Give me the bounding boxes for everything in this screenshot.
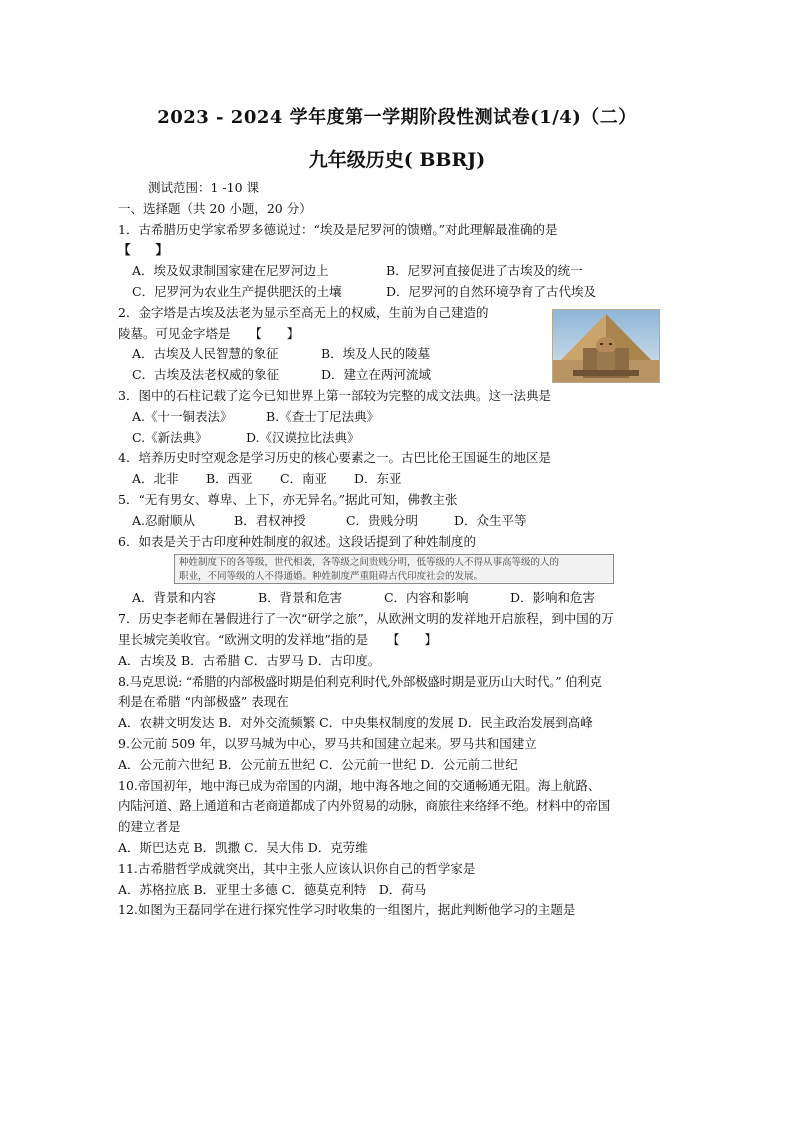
- option-c: C．古埃及法老权威的象征: [132, 367, 280, 383]
- exam-title: 2023 - 2024 学年度第一学期阶段性测试卷(1/4)（二）: [157, 107, 637, 128]
- option-line: A．古埃及 B．古希腊 C．古罗马 D．古印度。: [118, 652, 381, 668]
- option-row: [118, 365, 678, 386]
- option-b: B．埃及人民的陵墓: [320, 346, 431, 362]
- option-c: C．南亚: [279, 471, 328, 487]
- option-b: B．君权神授: [233, 512, 306, 528]
- option-row: [118, 511, 678, 532]
- option-row: [118, 428, 678, 449]
- option-b: B．西亚: [205, 471, 253, 487]
- question-stem: 内陆河道、路上通道和古老商道都成了内外贸易的动脉，商旅往来络绎不绝。材料中的帝国: [118, 798, 611, 814]
- option-b: B.《查士丁尼法典》: [265, 408, 380, 424]
- question-stem: 3．图中的石柱记载了迄今已知世界上第一部较为完整的成文法典。这一法典是: [118, 387, 551, 403]
- question-stem: 陵墓。可见金字塔是 【 】: [118, 325, 300, 341]
- option-a: A．背景和内容: [132, 590, 217, 606]
- option-row: [118, 407, 678, 428]
- question-stem: 9.公元前 509 年，以罗马城为中心，罗马共和国建立起来。罗马共和国建立: [118, 735, 537, 751]
- caste-system-quote: [174, 554, 614, 584]
- option-d: D．影响和危害: [509, 590, 595, 606]
- option-d: D．东亚: [353, 471, 402, 487]
- option-row: [118, 282, 678, 303]
- option-c: C．尼罗河为农业生产提供肥沃的土壤: [132, 283, 342, 299]
- option-line: A．公元前六世纪 B．公元前五世纪 C．公元前一世纪 D．公元前二世纪: [118, 756, 518, 772]
- option-c: C．内容和影响: [383, 590, 469, 606]
- option-a: A．北非: [132, 471, 179, 487]
- option-line: A．斯巴达克 B．凯撒 C．吴大伟 D．克劳维: [118, 839, 368, 855]
- option-a: A．埃及奴隶制国家建在尼罗河边上: [132, 263, 329, 279]
- option-row: [118, 588, 678, 609]
- option-d: D.《汉谟拉比法典》: [245, 429, 360, 445]
- quote-line: 职业，不同等级的人不得通婚。种姓制度严重阻碍古代印度社会的发展。: [179, 571, 484, 583]
- exam-content: [118, 178, 678, 921]
- question-stem: 1．古希腊历史学家希罗多德说过：“埃及是尼罗河的馈赠。”对此理解最准确的是: [118, 221, 558, 237]
- question-stem: 6．如表是关于古印度种姓制度的叙述。这段话提到了种姓制度的: [118, 533, 476, 549]
- option-row: [118, 344, 678, 365]
- question-stem: 10.帝国初年，地中海已成为帝国的内湖，地中海各地之间的交通畅通无阻。海上航路、: [118, 777, 601, 793]
- question-stem: 4．培养历史时空观念是学习历史的核心要素之一。古巴比伦王国诞生的地区是: [118, 450, 551, 466]
- section-heading: 一、选择题（共 20 小题，20 分）: [118, 200, 312, 216]
- question-stem: 的建立者是: [118, 819, 181, 835]
- exam-subtitle: 九年级历史( BBRJ): [308, 149, 486, 171]
- quote-line: 种姓制度下的各等级，世代相袭，各等级之间贵贱分明，低等级的人不得从事高等级的人的: [179, 557, 560, 569]
- question-stem: 11.古希腊哲学成就突出，其中主张人应该认识你自己的哲学家是: [118, 860, 476, 876]
- option-row: [118, 261, 678, 282]
- option-b: B．尼罗河直接促进了古埃及的统一: [385, 263, 583, 279]
- option-b: B．背景和危害: [257, 590, 343, 606]
- option-d: D．尼罗河的自然环境孕育了古代埃及: [385, 283, 597, 299]
- option-a: A．古埃及人民智慧的象征: [132, 346, 279, 362]
- question-stem: 12.如图为王磊同学在进行探究性学习时收集的一组图片，据此判断他学习的主题是: [118, 902, 576, 918]
- question-stem: 5．“无有男女、尊卑、上下，亦无异名。”据此可知，佛教主张: [118, 491, 458, 507]
- question-stem: 里长城完美收官。“欧洲文明的发祥地”指的是 【 】: [118, 631, 438, 647]
- question-stem: 7．历史李老师在暑假进行了一次“研学之旅”，从欧洲文明的发祥地开启旅程，到中国的万: [118, 611, 614, 627]
- answer-bracket: 【 】: [118, 242, 169, 258]
- option-d: D．建立在两河流域: [320, 367, 432, 383]
- option-c: C．贵贱分明: [345, 512, 419, 528]
- test-scope: 测试范围：1 -10 课: [148, 180, 260, 195]
- option-line: A．农耕文明发达 B．对外交流频繁 C．中央集权制度的发展 D．民主政治发展到高峰: [118, 715, 593, 731]
- option-line: A．苏格拉底 B．亚里士多德 C．德莫克利特 D．荷马: [118, 881, 427, 897]
- question-stem: 8.马克思说: “希腊的内部极盛时期是伯利克利时代,外部极盛时期是亚历山大时代。” 伯利克: [118, 673, 602, 689]
- question-stem: 2．金字塔是古埃及法老为显示至高无上的权威，生前为自己建造的: [118, 304, 489, 320]
- option-row: [118, 469, 678, 490]
- option-c: C.《新法典》: [132, 429, 208, 445]
- option-a: A.《十一铜表法》: [132, 408, 233, 424]
- question-stem: 利是在希腊 “内部极盛” 表现在: [118, 694, 289, 710]
- option-a: A.忍耐顺从: [132, 512, 196, 528]
- option-d: D．众生平等: [453, 512, 527, 528]
